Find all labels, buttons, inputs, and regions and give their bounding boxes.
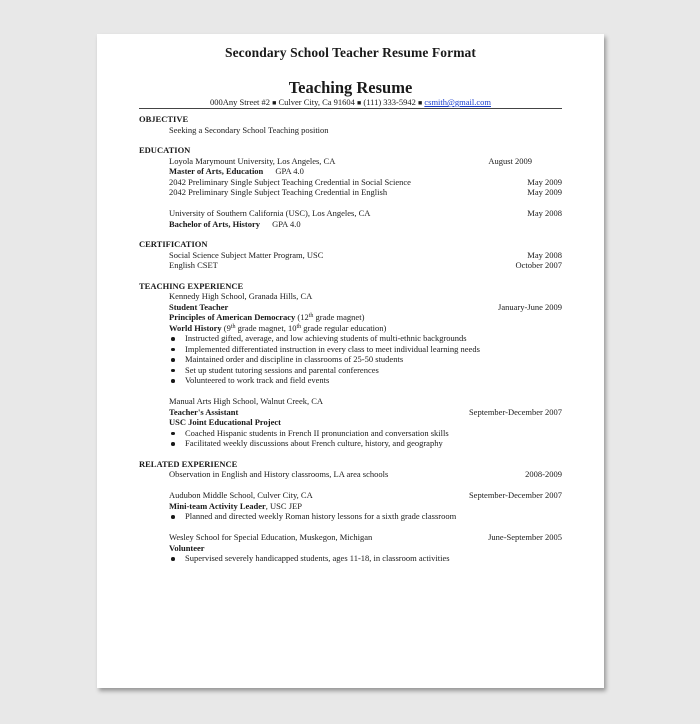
- course-note-sup: th: [296, 323, 302, 330]
- course-note: (9: [221, 322, 231, 333]
- course-note: grade magnet): [313, 312, 365, 322]
- education-entry: [139, 156, 562, 167]
- credential-name: 2042 Preliminary Single Subject Teaching Credential in Social Science: [169, 176, 411, 187]
- related-text: Wesley School for Special Education, Muskegon, Michigan: [169, 532, 373, 542]
- entry-date: May 2009: [527, 187, 562, 197]
- course-note-sup: th: [308, 313, 314, 319]
- entry-date: August 2009: [488, 155, 532, 166]
- entry-date: June-September 2005: [488, 532, 562, 542]
- gpa: GPA 4.0: [272, 218, 301, 229]
- related-role: Mini-team Activity Leader: [169, 500, 266, 511]
- job-school: Kennedy High School, Granada Hills, CA: [169, 291, 313, 301]
- resume-body: [139, 114, 562, 564]
- job-school: Manual Arts High School, Walnut Creek, CA: [169, 396, 324, 406]
- contact-phone: (111) 333-5942: [363, 97, 416, 107]
- bullet-item: Set up student tutoring sessions and parental conferences: [139, 365, 562, 376]
- course-line: [139, 312, 562, 323]
- project-name: USC Joint Educational Project: [169, 417, 281, 427]
- separator-icon: ■: [418, 99, 423, 107]
- bullet-item: Facilitated weekly discussions about French culture, history, and geography: [139, 438, 562, 449]
- entry-date: 2008-2009: [525, 469, 562, 479]
- course-note-sup: th: [230, 323, 236, 330]
- bullet-item: Coached Hispanic students in French II pronunciation and conversation skills: [139, 428, 562, 439]
- entry-date: September-December 2007: [468, 406, 562, 417]
- degree-line: [139, 219, 562, 230]
- related-entry: [139, 469, 562, 480]
- credential-line: [139, 187, 562, 198]
- entry-date: May 2008: [527, 249, 562, 260]
- contact-address: 000Any Street #2: [210, 97, 270, 107]
- entry-date: May 2008: [527, 208, 562, 218]
- bullet-item: Volunteered to work track and field events: [139, 375, 562, 386]
- education-heading: EDUCATION: [139, 145, 191, 155]
- entry-date: January-June 2009: [498, 301, 562, 312]
- document-title: Secondary School Teacher Resume Format: [224, 45, 477, 60]
- contact-city: Culver City, Ca 91604: [278, 97, 355, 107]
- degree-line: [139, 166, 562, 177]
- bullet-item: Instructed gifted, average, and low achieving students of multi-ethnic backgrounds: [139, 333, 562, 344]
- separator-icon: ■: [272, 99, 277, 107]
- course-name: World History: [169, 322, 222, 333]
- job-role: Teacher's Assistant: [169, 406, 239, 417]
- related-role: Volunteer: [169, 542, 205, 553]
- separator-icon: ■: [357, 99, 362, 107]
- job-role: Student Teacher: [169, 301, 229, 312]
- objective-heading: OBJECTIVE: [139, 114, 189, 124]
- contact-email-link[interactable]: csmith@gmail.com: [424, 97, 491, 107]
- education-entry: [139, 208, 562, 219]
- related-text: Audubon Middle School, Culver City, CA: [169, 490, 313, 500]
- bullet-item: Supervised severely handicapped students, ages 11-18, in classroom activities: [139, 553, 562, 564]
- entry-date: October 2007: [515, 260, 562, 270]
- bullet-item: Planned and directed weekly Roman history lessons for a sixth grade classroom: [139, 511, 562, 522]
- objective-text: Seeking a Secondary School Teaching position: [169, 124, 329, 135]
- course-note: grade magnet, 10: [235, 322, 297, 333]
- related-entry: [139, 532, 562, 543]
- job-role-line: [139, 302, 562, 313]
- school-name: University of Southern California (USC), Los Angeles, CA: [169, 208, 371, 218]
- related-entry: [139, 490, 562, 501]
- degree-name: Master of Arts, Education: [169, 166, 264, 176]
- resume-title: Teaching Resume: [288, 78, 413, 97]
- header-divider: [139, 108, 562, 109]
- bullet-item: Maintained order and discipline in classrooms of 25-50 students: [139, 354, 562, 365]
- bullet-item: Implemented differentiated instruction in every class to meet individual learning needs: [139, 344, 562, 355]
- course-note: (12: [295, 312, 309, 322]
- related-role-line: [139, 501, 562, 512]
- course-name: Principles of American Democracy: [169, 312, 296, 322]
- gpa: GPA 4.0: [275, 166, 304, 176]
- contact-line: [97, 97, 604, 107]
- credential-name: 2042 Preliminary Single Subject Teaching Credential in English: [169, 187, 388, 197]
- degree-name: Bachelor of Arts, History: [169, 218, 260, 229]
- certification-entry: [139, 260, 562, 271]
- related-org: , USC JEP: [265, 500, 302, 511]
- related-heading: RELATED EXPERIENCE: [139, 458, 238, 469]
- teaching-heading: TEACHING EXPERIENCE: [139, 280, 244, 291]
- resume-page: [97, 34, 604, 688]
- course-note: grade regular education): [301, 322, 387, 333]
- certification-heading: CERTIFICATION: [139, 239, 208, 249]
- entry-date: May 2009: [527, 176, 562, 187]
- entry-date: September-December 2007: [468, 490, 562, 500]
- certification-name: Social Science Subject Matter Program, USC: [169, 249, 324, 260]
- certification-entry: [139, 250, 562, 261]
- related-text: Observation in English and History classrooms, LA area schools: [169, 469, 389, 479]
- course-line: [139, 323, 562, 334]
- credential-line: [139, 177, 562, 188]
- job-role-line: [139, 407, 562, 418]
- school-name: Loyola Marymount University, Los Angeles, CA: [169, 155, 336, 166]
- certification-name: English CSET: [169, 260, 218, 270]
